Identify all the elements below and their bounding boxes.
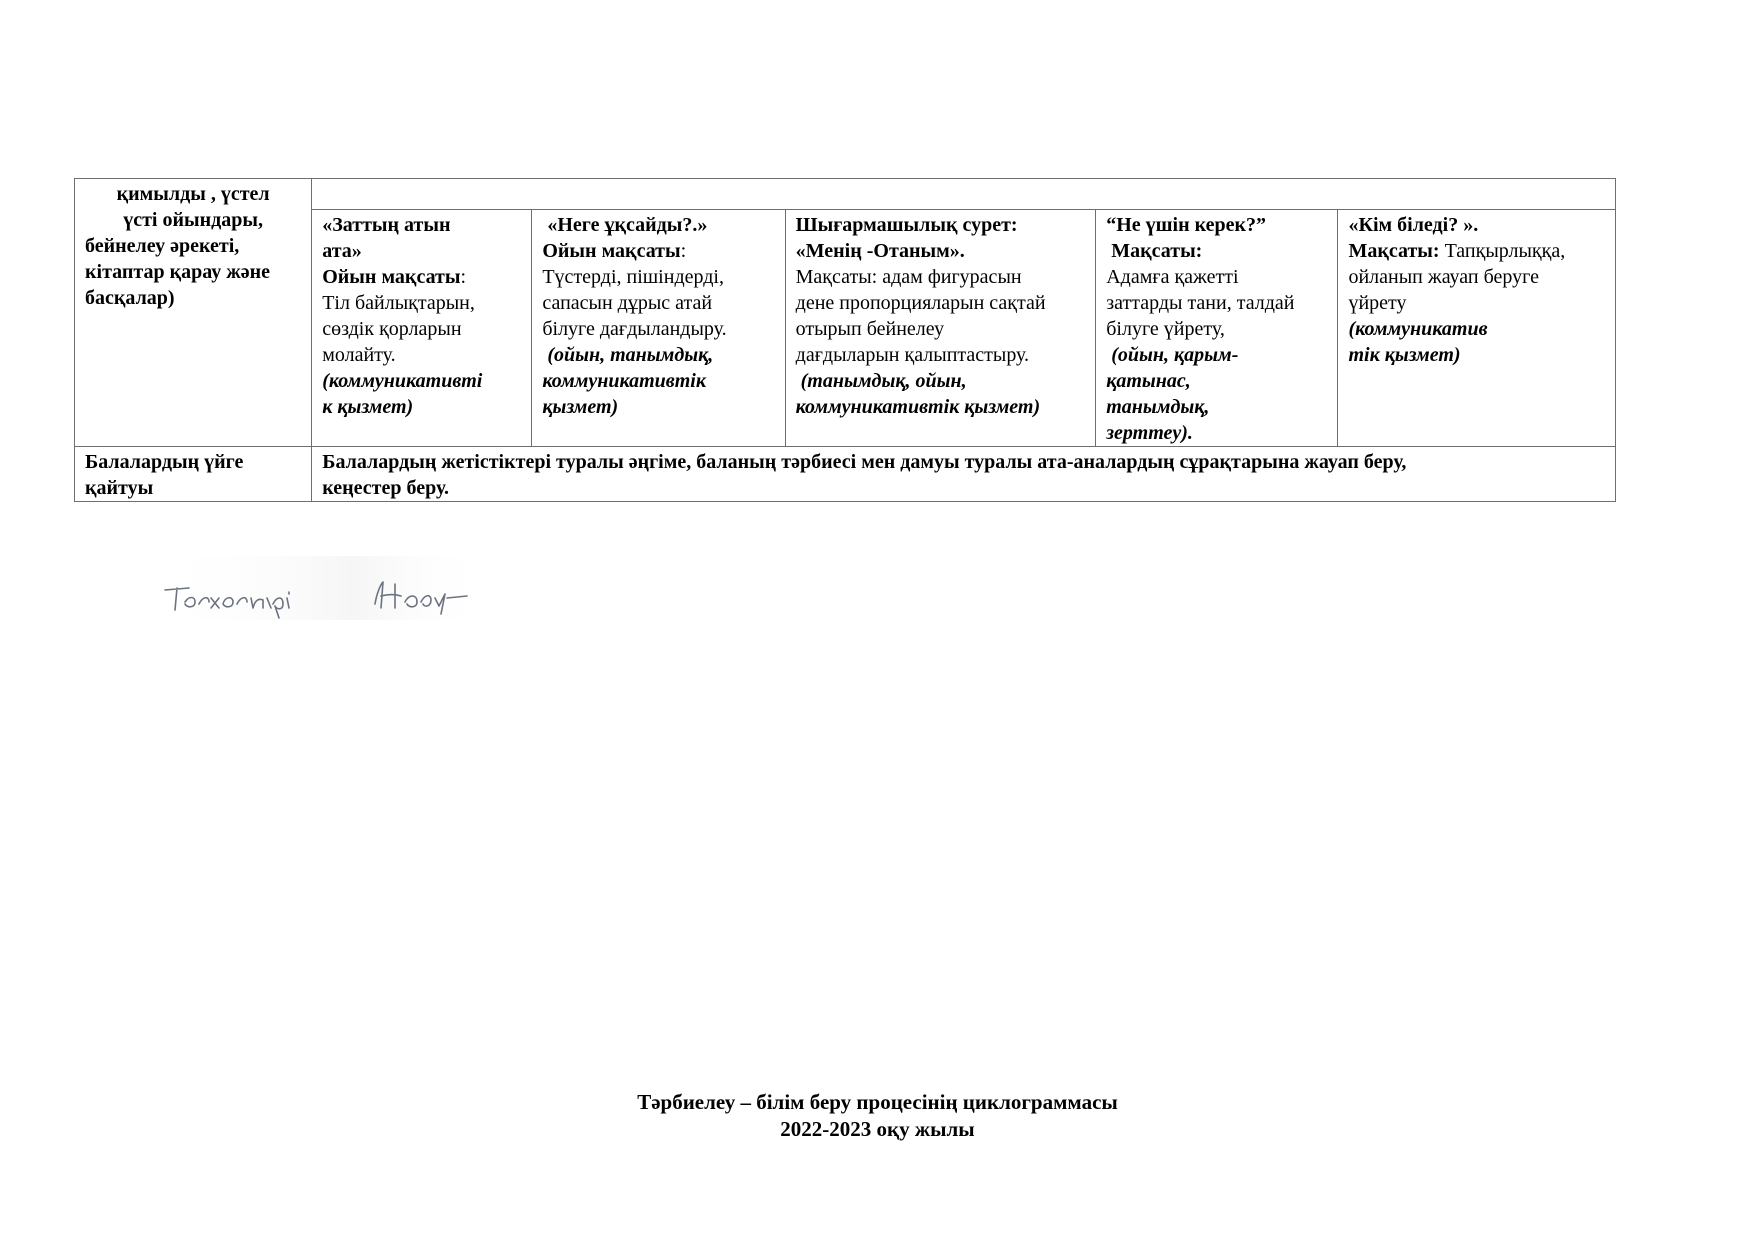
document-title: Тәрбиелеу – білім беру процесінің циклограммасы (637, 1090, 1118, 1114)
activity-cell-5: «Кім біледі? ». Мақсаты: Тапқырлыққа, ойланып жауап беруге үйрету (коммуникатив тік қызмет) (1338, 210, 1616, 447)
table-row (75, 447, 1616, 502)
activity-cell-1: «Заттың атын ата» Ойын мақсаты: Тіл байлықтарын, сөздік қорларын молайту. (коммуникативті к қызмет) (312, 210, 532, 447)
handwritten-signature (155, 548, 490, 628)
schedule-table (74, 178, 1616, 502)
activity-cell-3: Шығармашылық сурет: «Менің -Отаным». Мақсаты: адам фигурасын дене пропорцияларын сақтай отырып бейнелеу дағдыларын қалыптастыру. (танымдық, ойын, коммуникативтік қызмет) (785, 210, 1096, 447)
signature-image (155, 548, 490, 628)
academic-year: 2022-2023 оқу жылы (780, 1117, 975, 1141)
row-label-games: қимылды , үстел үсті ойындары, бейнелеу әрекеті, кітаптар қарау және басқалар) (75, 179, 312, 447)
table-row (75, 179, 1616, 210)
empty-header-cell (312, 179, 1616, 210)
going-home-description: Балалардың жетістіктері туралы әңгіме, баланың тәрбиесі мен дамуы туралы ата-аналардың сұрақтарына жауап беру, кеңестер беру. (312, 447, 1616, 502)
activity-cell-2: «Неге ұқсайды?.» Ойын мақсаты: Түстерді, пішіндерді, сапасын дұрыс атай білуге дағдыландыру. (ойын, танымдық, коммуникативтік қызмет) (532, 210, 785, 447)
activity-cell-4: “Не үшін керек?” Мақсаты: Адамға қажетті заттарды тани, талдай білуге үйрету, (ойын, қарым- қатынас, танымдық, зерттеу). (1096, 210, 1338, 447)
row-label-going-home: Балалардың үйге қайтуы (75, 447, 312, 502)
